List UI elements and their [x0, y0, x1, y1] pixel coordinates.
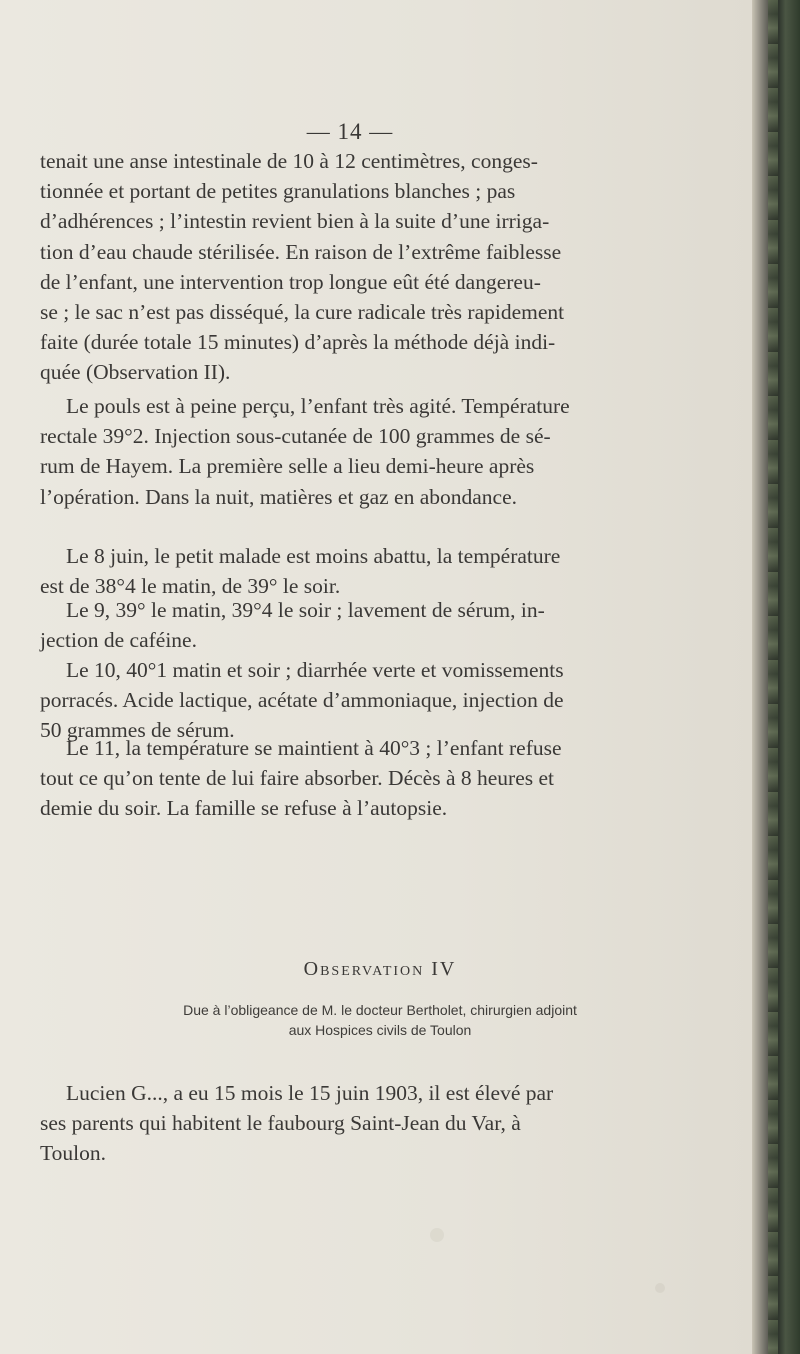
- text-line: tenait une anse intestinale de 10 à 12 centimètres, conges-: [40, 149, 538, 173]
- text-line: Lucien G..., a eu 15 mois le 15 juin 1903, il est élevé par: [66, 1081, 554, 1105]
- text-line: faite (durée totale 15 minutes) d’après la méthode déjà indi-: [40, 330, 556, 355]
- text-line: rum de Hayem. La première selle a lieu demi-heure après: [40, 454, 535, 479]
- text-line: se ; le sac n’est pas disséqué, la cure radicale très rapidement: [40, 300, 565, 325]
- paper-stain: [655, 1283, 665, 1293]
- text-line: Le 11, la température se maintient à 40°3 ; l’enfant refuse: [66, 736, 562, 760]
- text-line: demie du soir. La famille se refuse à l’autopsie.: [40, 796, 448, 821]
- paragraph-june-8: [40, 541, 800, 601]
- text-line: porracés. Acide lactique, acétate d’ammoniaque, injection de: [40, 688, 564, 713]
- text-line: d’adhérences ; l’intestin revient bien à la suite d’une irriga-: [40, 209, 550, 234]
- observation-title: Observation IV: [303, 958, 457, 980]
- binding-shadow: [768, 0, 778, 1354]
- text-line: Le 10, 40°1 matin et soir ; diarrhée verte et vomissements: [66, 658, 564, 682]
- paragraph-patient-intro: [40, 1078, 800, 1169]
- observation-note-line: aux Hospices civils de Toulon: [288, 1022, 472, 1038]
- text-line: rectale 39°2. Injection sous-cutanée de 100 grammes de sé-: [40, 424, 551, 449]
- text-line: tion d’eau chaude stérilisée. En raison de l’extrême faiblesse: [40, 239, 562, 264]
- text-line: quée (Observation II).: [40, 360, 231, 385]
- paragraph-june-11: [40, 733, 800, 824]
- text-line: de l’enfant, une intervention trop longue eût été dangereu-: [40, 269, 541, 294]
- text-line: 50 grammes de sérum.: [40, 718, 235, 743]
- text-line: tout ce qu’on tente de lui faire absorber. Décès à 8 heures et: [40, 766, 554, 791]
- page-number: — 14 —: [306, 119, 394, 144]
- text-line: Le 8 juin, le petit malade est moins abattu, la température: [66, 544, 561, 568]
- observation-note-line: Due à l’obligeance de M. le docteur Bertholet, chirurgien adjoint: [183, 1002, 577, 1018]
- text-line: est de 38°4 le matin, de 39° le soir.: [40, 574, 341, 599]
- text-line: tionnée et portant de petites granulations blanches ; pas: [40, 179, 516, 204]
- paragraph-june-9: [40, 595, 800, 655]
- paragraph-pulse: [40, 391, 800, 512]
- text-line: Le 9, 39° le matin, 39°4 le soir ; lavement de sérum, in-: [66, 598, 545, 622]
- paragraph-surgery: [40, 146, 800, 388]
- text-line: ses parents qui habitent le faubourg Saint-Jean du Var, à: [40, 1111, 521, 1136]
- text-line: Le pouls est à peine perçu, l’enfant très agité. Température: [66, 394, 570, 418]
- text-line: Toulon.: [40, 1141, 106, 1166]
- paper-stain: [430, 1228, 444, 1242]
- text-line: jection de caféine.: [40, 628, 197, 653]
- text-line: l’opération. Dans la nuit, matières et gaz en abondance.: [40, 484, 517, 509]
